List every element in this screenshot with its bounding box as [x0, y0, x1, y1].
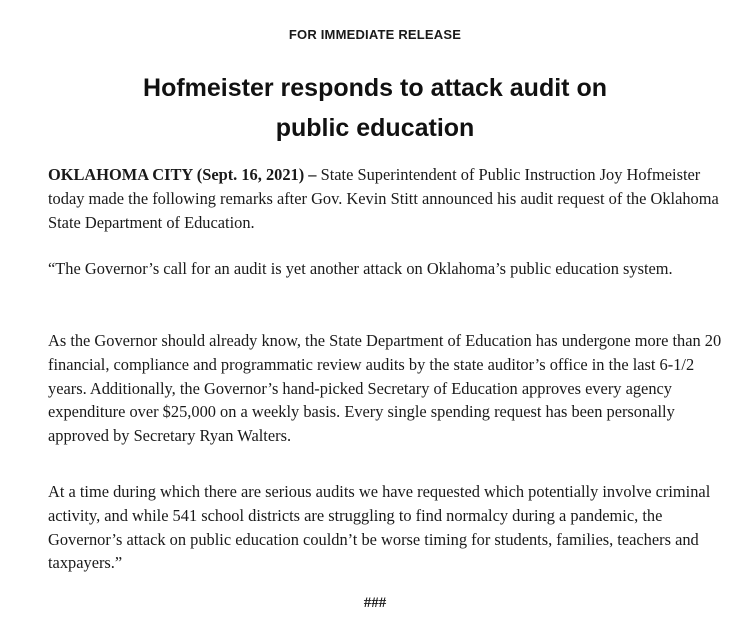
headline-line-1: Hofmeister responds to attack audit on: [143, 74, 607, 102]
quote-paragraph-2: As the Governor should already know, the State Department of Education has undergone more than 20 financial, compliance and programmatic review audits by the state auditor’s office in the last 6-1/2 years. Additionally, the Governor’s hand-picked Secretary of Education approves every agency expenditure over $25,000 on a weekly basis. Every single spending request has been personally approved by Secretary Ryan Walters.: [48, 331, 722, 446]
dateline: OKLAHOMA CITY (Sept. 16, 2021) –: [48, 165, 317, 184]
headline-line-2: public education: [275, 114, 475, 142]
lede-paragraph: [48, 163, 728, 234]
quote-paragraph-1: “The Governor’s call for an audit is yet another attack on Oklahoma’s public education system.: [48, 259, 673, 278]
quote-paragraph-3: At a time during which there are serious audits we have requested which potentially involve criminal activity, and while 541 school districts are struggling to find normalcy during a pandemic, the Governor’s attack on public education couldn’t be worse timing for students, families, teachers and taxpayers.”: [48, 482, 711, 573]
release-tag: FOR IMMEDIATE RELEASE: [288, 27, 462, 42]
lede-text: State Superintendent of Public Instruction Joy Hofmeister today made the following remarks after Gov. Kevin Stitt announced his audit request of the Oklahoma State Department of Education.: [48, 165, 719, 232]
headline: [60, 68, 690, 148]
end-mark: ###: [363, 595, 387, 611]
